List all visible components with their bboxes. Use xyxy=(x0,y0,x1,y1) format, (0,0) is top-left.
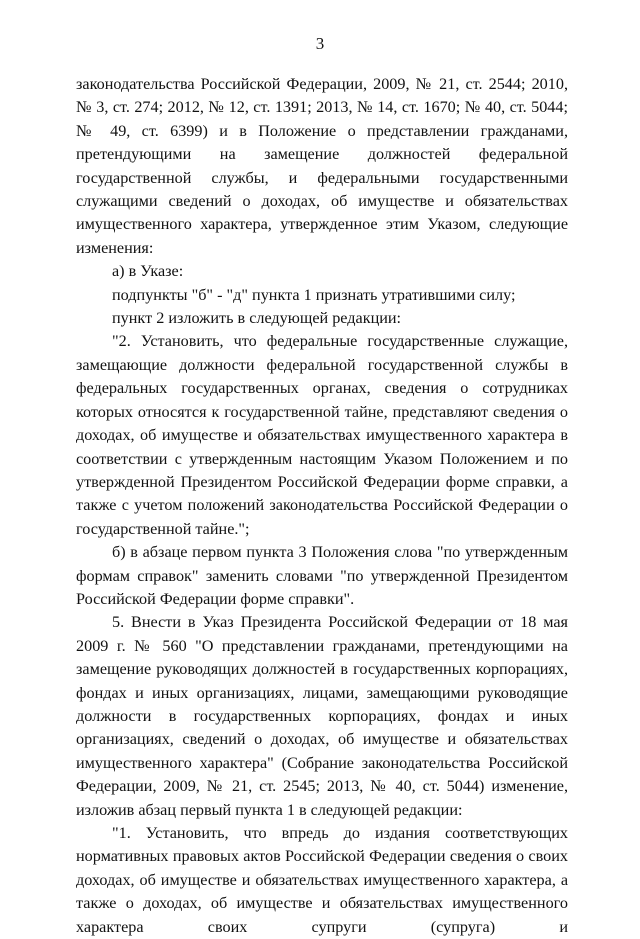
paragraph-item-5: 5. Внести в Указ Президента Российской Федерации от 18 мая 2009 г. № 560 "О представлении гражданами, претендующими на замещение руководящих должностей в государственных корпорациях, фондах и иных организациях, лицами, замещающими руководящие должности в государственных корпорациях, фондах и иных организациях, сведений о доходах, об имуществе и обязательствах имущественного характера" (Собрание законодательства Российской Федерации, 2009, № 21, ст. 2545; 2013, № 40, ст. 5044) изменение, изложив абзац первый пункта 1 в следующей редакции: xyxy=(76,613,568,819)
paragraph-legislation-citation: законодательства Российской Федерации, 2009, № 21, ст. 2544; 2010, № 3, ст. 274; 2012, № 12, ст. 1391; 2013, № 14, ст. 1670; № 40, ст. 5044; № 49, ст. 6399) и в Положение о представлении гражданами, претендующими на замещение должностей федеральной государственной службы, и федеральными государственными служащими сведений о доходах, об имуществе и обязательствах имущественного характера, утвержденное этим Указом, следующие изменения: xyxy=(76,75,568,257)
page-number: 3 xyxy=(315,34,325,53)
paragraph-item-b: б) в абзаце первом пункта 3 Положения слова "по утвержденным формам справок" заменить словами "по утвержденной Президентом Российской Федерации форме справки". xyxy=(76,543,568,608)
paragraph-item-2-intro: пункт 2 изложить в следующей редакции: xyxy=(112,309,402,328)
paragraph-item-a: а) в Указе: xyxy=(112,262,184,281)
paragraph-item-1-text: "1. Установить, что впредь до издания соответствующих нормативных правовых актов Российской Федерации сведения о своих доходах, об имуществе и обязательствах имущественного характера, а также о доходах, об имуществе и обязательствах имущественного характера своих супруги (супруга) и xyxy=(76,824,568,936)
paragraph-subitems-repeal: подпункты "б" - "д" пункта 1 признать утратившими силу; xyxy=(112,285,516,304)
paragraph-item-2-text: "2. Установить, что федеральные государственные служащие, замещающие должности федеральной государственной службы в федеральных государственных органах, сведения о сотрудниках которых относятся к государственной тайне, представляют сведения о доходах, об имуществе и обязательствах имущественного характера в соответствии с утвержденным настоящим Указом Положением и по утвержденной Президентом Российской Федерации форме справки, а также с учетом положений законодательства Российской Федерации о государственной тайне."; xyxy=(76,332,568,538)
document-body xyxy=(76,73,568,939)
